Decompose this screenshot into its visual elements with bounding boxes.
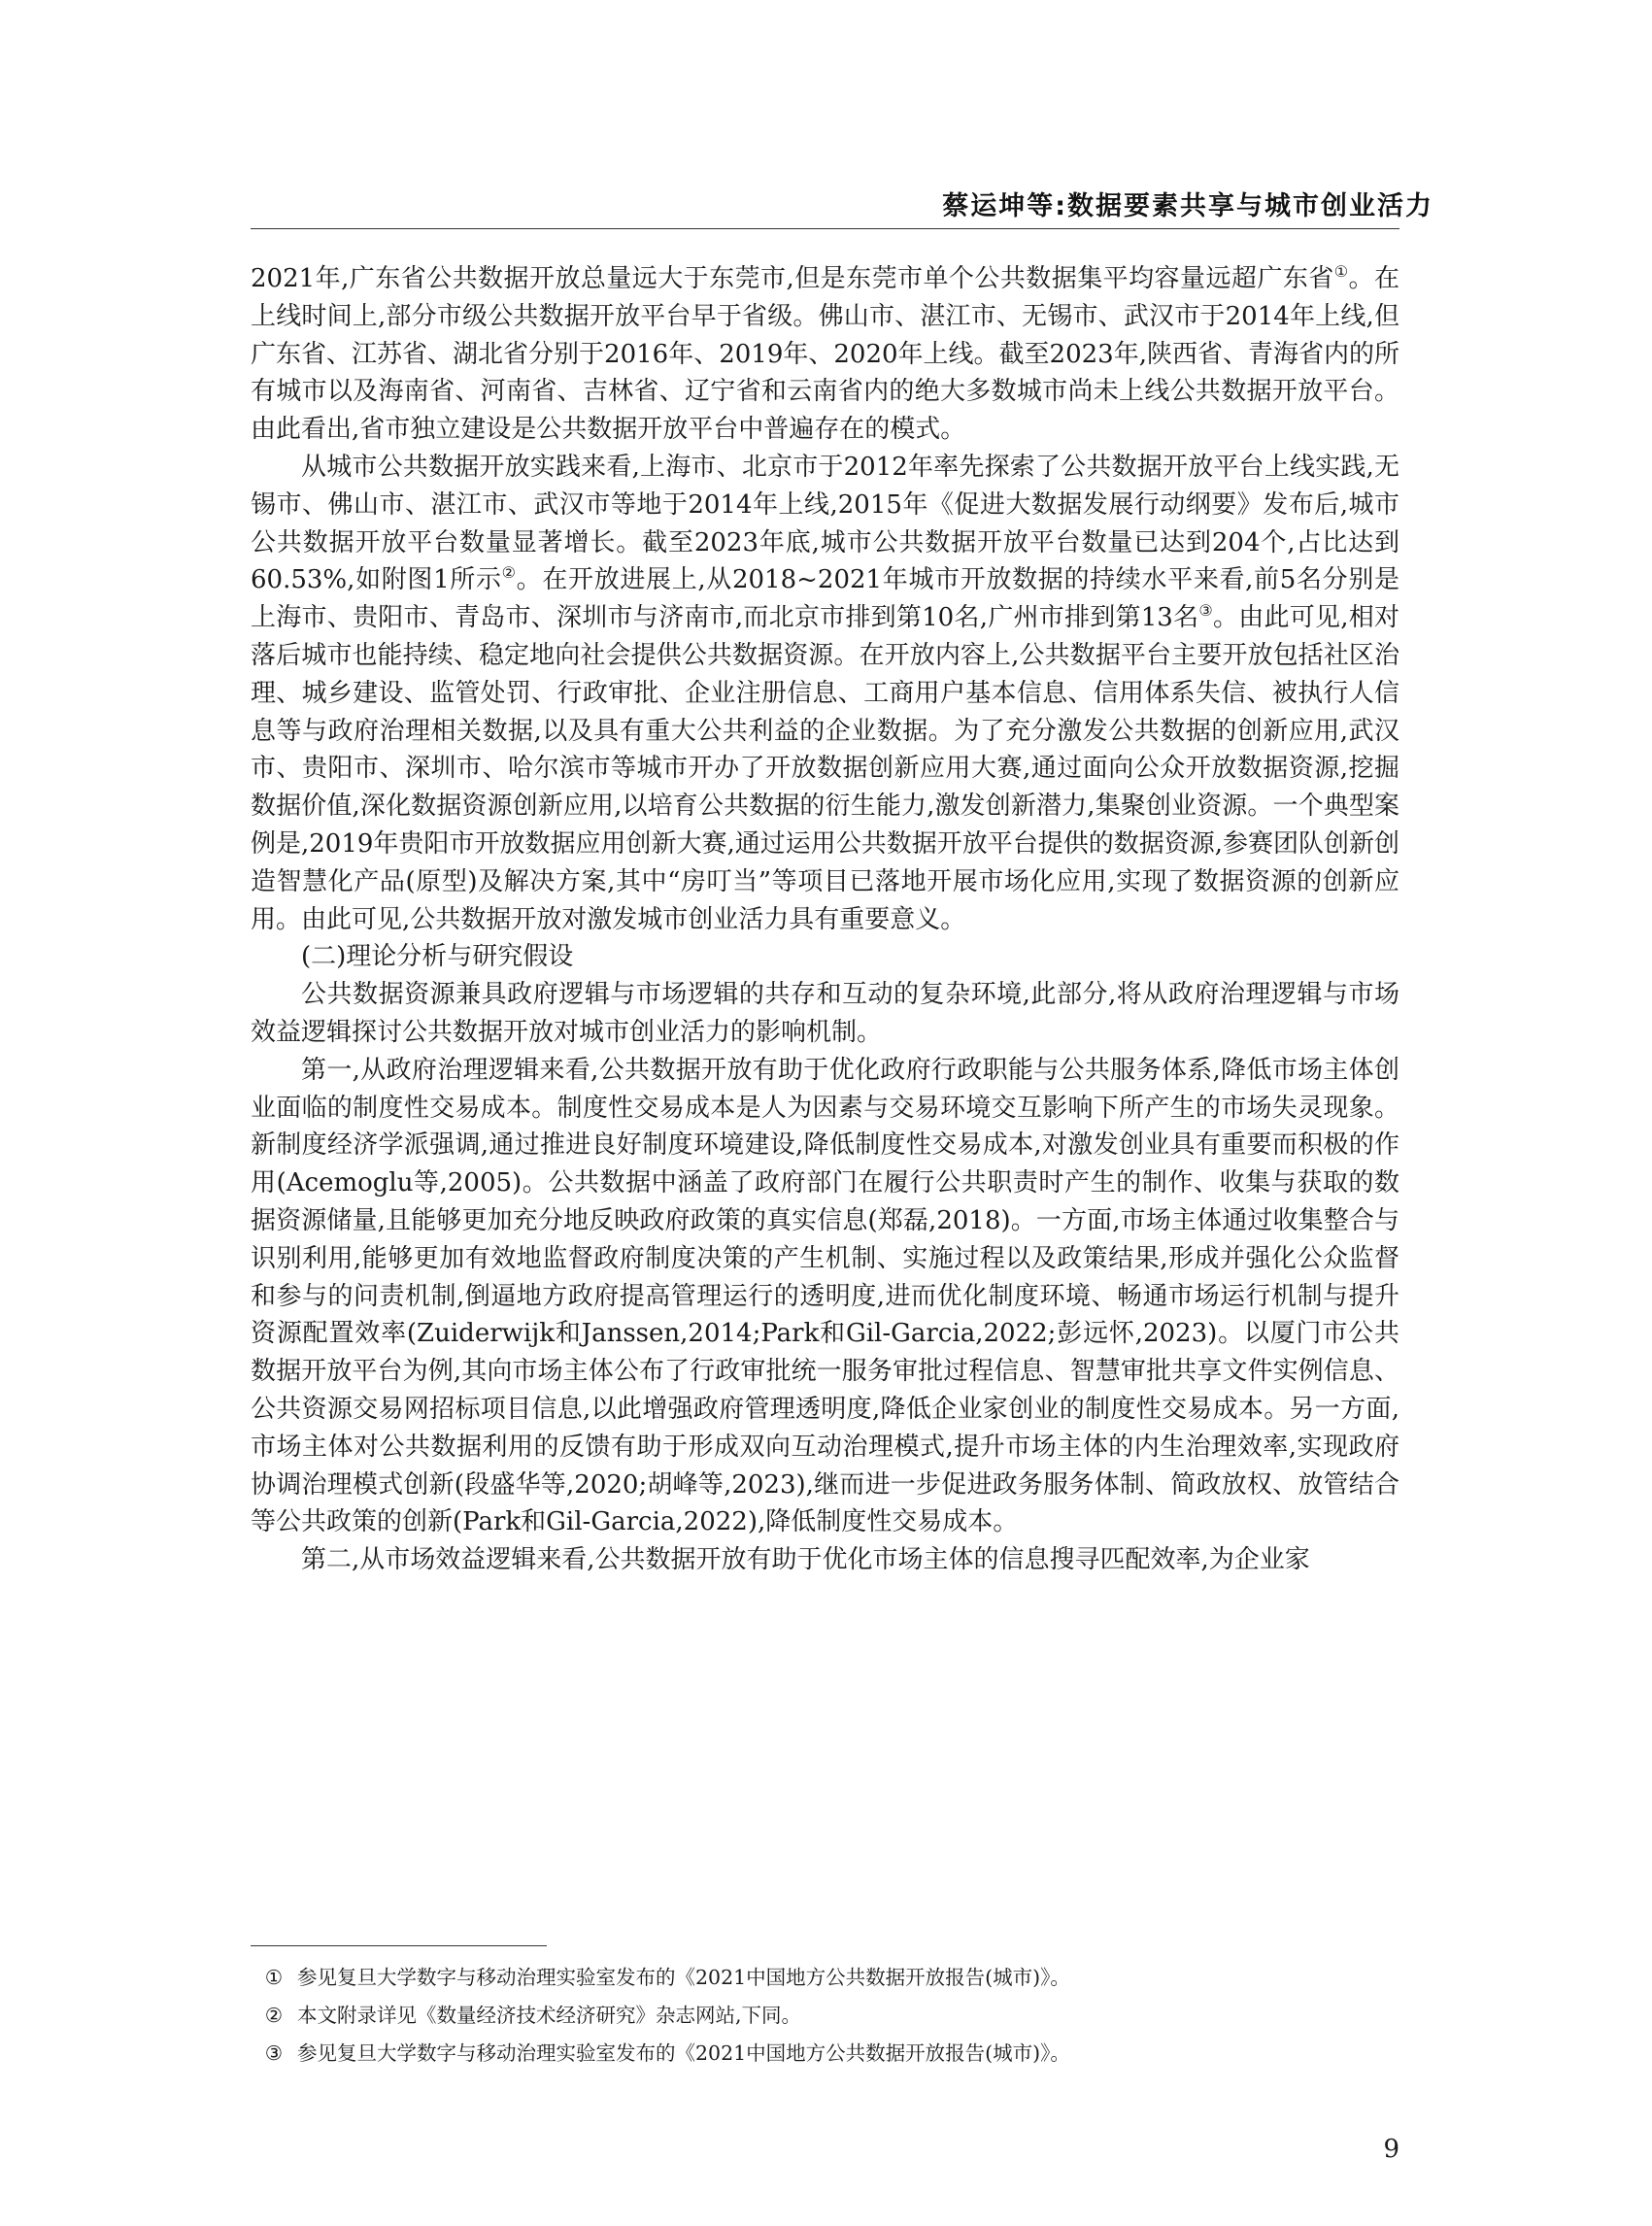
paragraph: 公共数据资源兼具政府逻辑与市场逻辑的共存和互动的复杂环境,此部分,将从政府治理逻辑与市场效益逻辑探讨公共数据开放对城市创业活力的影响机制。 xyxy=(251,980,1399,1047)
paragraph: 第二,从市场效益逻辑来看,公共数据开放有助于优化市场主体的信息搜寻匹配效率,为企业家 xyxy=(301,1545,1310,1575)
footnote-mark: ① xyxy=(264,1966,284,1989)
footnote-mark: ③ xyxy=(264,2041,284,2065)
section-heading: (二)理论分析与研究假设 xyxy=(301,942,574,972)
footnote xyxy=(264,2035,1395,2073)
paragraph-text: 2021年,广东省公共数据开放总量远大于东莞市,但是东莞市单个公共数据集平均容量远超广东省 xyxy=(251,264,1334,293)
running-header: 蔡运坤等:数据要素共享与城市创业活力 xyxy=(942,191,1433,221)
paragraph-text: 从城市公共数据开放实践来看,上海市、北京市于2012年率先探索了公共数据开放平台上线实践,无锡市、佛山市、湛江市、武汉市等地于2014年上线,2015年《促进大数据发展行动纲要》发布后,城市公共数据开放平台数量显著增长。截至2023年底,城市公共数据开放平台数量已达到204个,占比达到60.53%,如附图1所示 xyxy=(251,452,1399,595)
footnote-ref[interactable]: ① xyxy=(1333,262,1349,281)
footnote-text: 参见复旦大学数字与移动治理实验室发布的《2021中国地方公共数据开放报告(城市)》。 xyxy=(297,1966,1070,1989)
paragraph xyxy=(251,449,1399,938)
paragraph-text: 。在开放进展上,从2018~2021年城市开放数据的持续水平来看,前5名分别是上海市、贵阳市、青岛市、深圳市与济南市,而北京市排到第10名,广州市排到第13名 xyxy=(251,565,1399,633)
footnote-rule xyxy=(251,1945,547,1946)
footnote-mark: ② xyxy=(264,2004,284,2027)
main-text xyxy=(251,260,1399,1579)
footnote-ref[interactable]: ② xyxy=(501,563,517,583)
paragraph: 第一,从政府治理逻辑来看,公共数据开放有助于优化政府行政职能与公共服务体系,降低市场主体创业面临的制度性交易成本。制度性交易成本是人为因素与交易环境交互影响下所产生的市场失灵现象。新制度经济学派强调,通过推进良好制度环境建设,降低制度性交易成本,对激发创业具有重要而积极的作用(Acemoglu等,2005)。公共数据中涵盖了政府部门在履行公共职责时产生的制作、收集与获取的数据资源储量,且能够更加充分地反映政府政策的真实信息(郑磊,2018)。一方面,市场主体通过收集整合与识别利用,能够更加有效地监督政府制度决策的产生机制、实施过程以及政策结果,形成并强化公众监督和参与的问责机制,倒逼地方政府提高管理运行的透明度,进而优化制度环境、畅通市场运行机制与提升资源配置效率(Zuiderwijk和Janssen,2014;Park和Gil-Garcia,2022;彭远怀,2023)。以厦门市公共数据开放平台为例,其向市场主体公布了行政审批统一服务审批过程信息、智慧审批共享文件实例信息、公共资源交易网招标项目信息,以此增强政府管理透明度,降低企业家创业的制度性交易成本。另一方面,市场主体对公共数据利用的反馈有助于形成双向互动治理模式,提升市场主体的内生治理效率,实现政府协调治理模式创新(段盛华等,2020;胡峰等,2023),继而进一步促进政务服务体制、简政放权、放管结合等公共政策的创新(Park和Gil-Garcia,2022),降低制度性交易成本。 xyxy=(251,1055,1399,1537)
page-number: 9 xyxy=(1383,2135,1399,2164)
footnotes xyxy=(264,1959,1395,2073)
header-rule xyxy=(251,228,1399,229)
footnote xyxy=(264,1997,1395,2035)
footnote-text: 本文附录详见《数量经济技术经济研究》杂志网站,下同。 xyxy=(297,2004,802,2027)
footnote-ref[interactable]: ③ xyxy=(1198,601,1213,621)
footnote xyxy=(264,1959,1395,1997)
paragraph-text: 。在上线时间上,部分市级公共数据开放平台早于省级。佛山市、湛江市、无锡市、武汉市于2014年上线,但广东省、江苏省、湖北省分别于2016年、2019年、2020年上线。截至2023年,陕西省、青海省内的所有城市以及海南省、河南省、吉林省、辽宁省和云南省内的绝大多数城市尚未上线公共数据开放平台。由此看出,省市独立建设是公共数据开放平台中普遍存在的模式。 xyxy=(251,264,1400,445)
footnote-text: 参见复旦大学数字与移动治理实验室发布的《2021中国地方公共数据开放报告(城市)》。 xyxy=(297,2041,1070,2065)
paragraph-text: 。由此可见,相对落后城市也能持续、稳定地向社会提供公共数据资源。在开放内容上,公共数据平台主要开放包括社区治理、城乡建设、监管处罚、行政审批、企业注册信息、工商用户基本信息、信用体系失信、被执行人信息等与政府治理相关数据,以及具有重大公共利益的企业数据。为了充分激发公共数据的创新应用,武汉市、贵阳市、深圳市、哈尔滨市等城市开办了开放数据创新应用大赛,通过面向公众开放数据资源,挖掘数据价值,深化数据资源创新应用,以培育公共数据的衍生能力,激发创新潜力,集聚创业资源。一个典型案例是,2019年贵阳市开放数据应用创新大赛,通过运用公共数据开放平台提供的数据资源,参赛团队创新创造智慧化产品(原型)及解决方案,其中“房叮当”等项目已落地开展市场化应用,实现了数据资源的创新应用。由此可见,公共数据开放对激发城市创业活力具有重要意义。 xyxy=(251,603,1400,934)
paragraph xyxy=(251,260,1399,449)
